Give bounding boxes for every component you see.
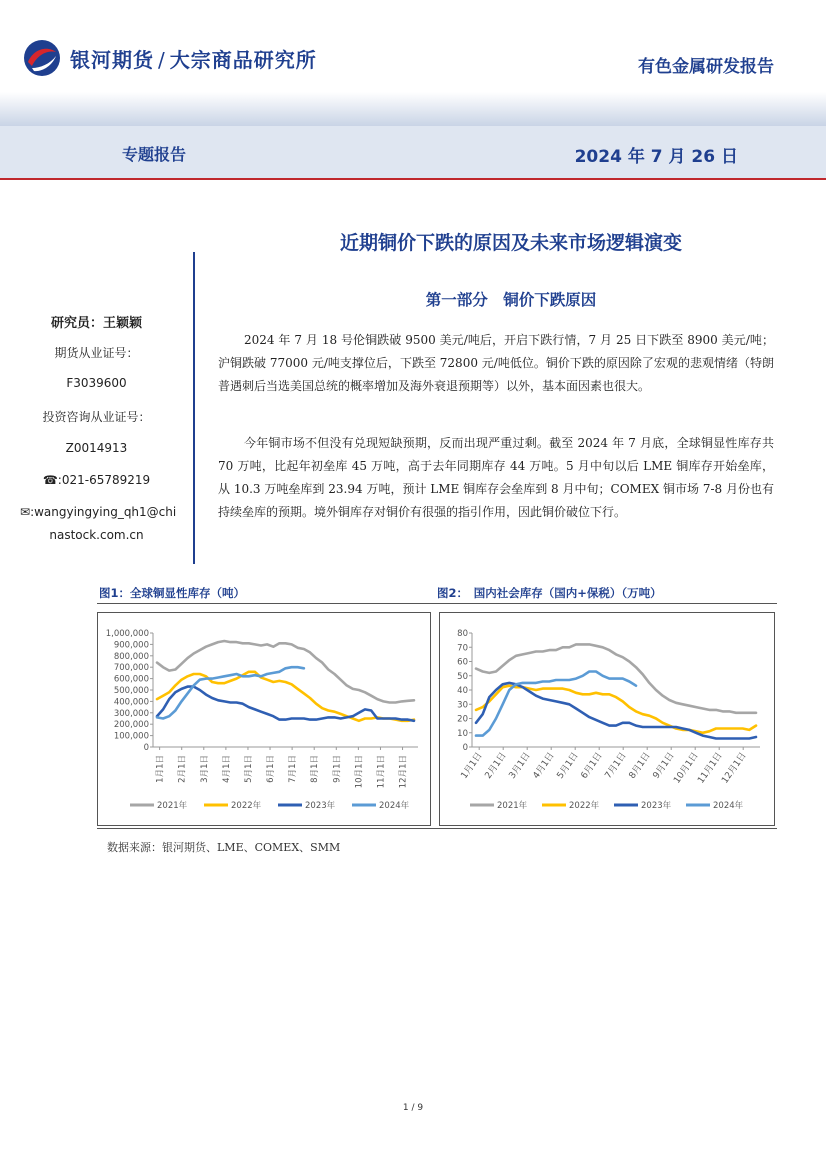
series-line-2021年 [157,641,414,703]
x-tick-label: 8月1日 [627,750,653,781]
mail-icon: ✉ [20,505,31,519]
x-tick-label: 12月1日 [398,755,409,789]
sidebar-divider [193,252,195,564]
y-tick-label: 1,000,000 [105,629,149,639]
x-tick-label: 6月1日 [579,750,605,781]
x-tick-label: 10月1日 [354,755,365,789]
brand-separator: / [158,48,166,72]
paragraph-1: 2024 年 7 月 18 号伦铜跌破 9500 美元/吨后，开启下跌行情，7 月 25 日下跌至 8900 美元/吨；沪铜跌破 77000 元/吨支撑位后，下跌至 72800 元/吨低位。铜价下跌的原因除了宏观的悲观情绪（特朗普遇刺后当选美国总统的概率增加及海外衰退预期等）以外，基本面因素也很大。 [218,333,774,393]
y-tick-label: 900,000 [113,640,149,651]
x-tick-label: 11月1日 [376,755,387,789]
phone-number: :021-65789219 [57,473,151,487]
brand-name: 银河期货 [70,48,154,72]
legend-label: 2022年 [231,801,262,811]
email-address-part2[interactable]: nastock.com.cn [49,528,144,542]
x-tick-label: 2月1日 [177,755,188,783]
advisory-number: Z0014913 [65,441,128,455]
y-tick-label: 10 [457,728,468,739]
galaxy-logo-icon [22,38,62,78]
x-tick-label: 7月1日 [288,755,299,783]
series-line-2022年 [157,672,414,721]
legend-label: 2021年 [497,801,528,811]
legend-label: 2024年 [713,801,744,811]
legend-label: 2022年 [569,801,600,811]
institute-name: 大宗商品研究所 [169,48,317,72]
legend-label: 2024年 [379,801,410,811]
y-tick-label: 50 [457,671,468,682]
brand-header [70,44,317,73]
page-number: 1 / 9 [402,1103,424,1113]
y-tick-label: 800,000 [113,651,149,662]
y-tick-label: 0 [462,743,468,753]
researcher-name: 研究员：王颖颖 [50,316,142,331]
figure-top-rule [97,603,777,604]
x-tick-label: 3月1日 [507,750,533,781]
report-date: 2024 年 7 月 26 日 [574,147,738,167]
x-tick-label: 5月1日 [243,755,254,783]
legend-label: 2023年 [641,801,672,811]
series-line-2024年 [157,667,304,718]
x-tick-label: 8月1日 [310,755,321,783]
y-tick-label: 500,000 [113,686,149,696]
x-tick-label: 5月1日 [555,750,581,781]
figure-bottom-rule [97,828,777,829]
chart-1-global-copper-inventory [98,613,430,825]
y-tick-label: 60 [457,657,468,668]
phone-icon: ☎ [42,473,58,487]
x-tick-label: 1月1日 [155,755,166,783]
report-category: 专题报告 [122,145,187,164]
header-gradient-band [0,92,826,126]
y-tick-label: 400,000 [113,697,149,708]
report-type: 有色金属研发报告 [638,57,774,77]
phone-line [0,473,193,487]
y-tick-label: 600,000 [113,674,149,685]
x-tick-label: 11月1日 [696,750,725,786]
chart-2-frame [439,612,775,826]
x-tick-label: 6月1日 [266,755,277,783]
y-tick-label: 20 [457,714,468,725]
y-tick-label: 30 [457,700,468,711]
section-title: 第一部分 铜价下跌原因 [425,291,597,309]
y-tick-label: 80 [457,629,468,639]
license-number: F3039600 [66,376,127,390]
y-tick-label: 40 [457,686,468,696]
y-tick-label: 300,000 [113,708,149,719]
license-label: 期货从业证号： [54,346,139,360]
x-tick-label: 7月1日 [603,750,629,781]
x-tick-label: 9月1日 [651,750,677,781]
legend-label: 2023年 [305,801,336,811]
x-tick-label: 4月1日 [221,755,232,783]
y-tick-label: 200,000 [113,720,149,731]
y-tick-label: 700,000 [113,663,149,674]
y-tick-label: 100,000 [113,731,149,742]
paragraph-2: 今年铜市场不但没有兑现短缺预期，反而出现严重过剩。截至 2024 年 7 月底，全球铜显性库存共 70 万吨，比起年初垒库 45 万吨，高于去年同期库存 44 万吨。5 月中旬以后 LME 铜库存开始垒库，从 10.3 万吨垒库到 23.94 万吨，预计 LME 铜库存会垒库到 8 月中旬；COMEX 铜市场 7-8 月份也有持续垒库的预期。境外铜库存对铜价有很强的指引作用，因此铜价破位下行。 [218,436,774,519]
x-tick-label: 9月1日 [332,755,343,783]
header-red-rule [0,178,826,180]
chart-2-domestic-inventory [440,613,774,825]
x-tick-label: 12月1日 [720,750,749,786]
x-tick-label: 4月1日 [531,750,557,781]
x-tick-label: 3月1日 [199,755,210,783]
report-title: 近期铜价下跌的原因及未来市场逻辑演变 [339,232,682,254]
y-tick-label: 70 [457,643,468,654]
data-source: 数据来源：银河期货、LME、COMEX、SMM [107,841,341,854]
y-tick-label: 0 [143,743,149,753]
series-line-2023年 [157,687,414,721]
email-address-part1[interactable]: :wangyingying_qh1@chi [30,505,177,519]
chart-1-frame [97,612,431,826]
x-tick-label: 1月1日 [459,750,485,781]
legend-label: 2021年 [157,801,188,811]
figure-1-title: 图1：全球铜显性库存（吨） [99,586,246,600]
x-tick-label: 10月1日 [672,750,701,786]
figure-2-title: 图2： 国内社会库存（国内+保税）（万吨） [437,586,662,600]
email-line [20,505,193,519]
x-tick-label: 2月1日 [483,750,509,781]
advisory-label: 投资咨询从业证号： [42,410,151,424]
